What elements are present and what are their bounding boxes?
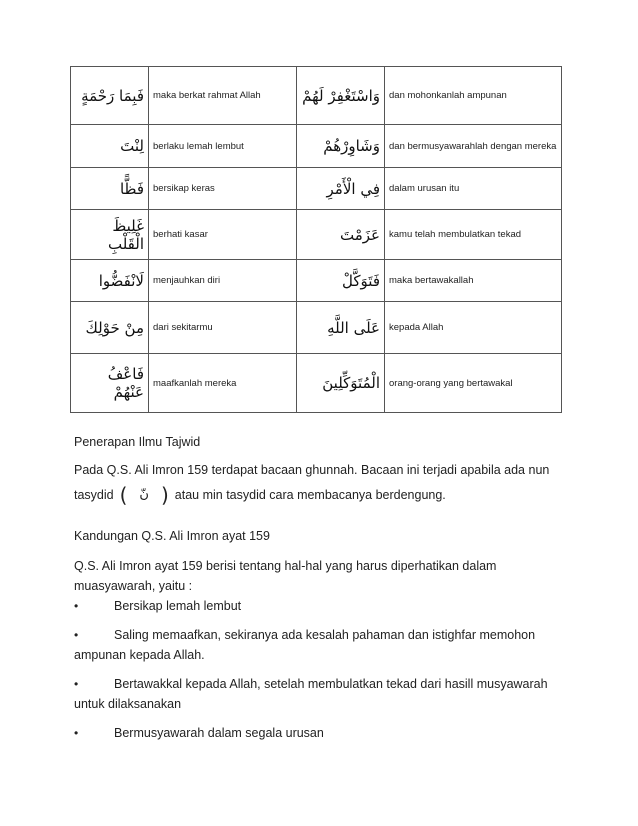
table-row <box>71 168 562 210</box>
arabic-word: لِنْتَ <box>71 125 149 168</box>
arabic-word: عَلَى اللَّهِ <box>297 302 385 354</box>
arabic-word: الْمُتَوَكِّلِينَ <box>297 354 385 413</box>
word-meaning: bersikap keras <box>149 168 297 210</box>
word-meaning: maafkanlah mereka <box>149 354 297 413</box>
arabic-word: وَشَاوِرْهُمْ <box>297 125 385 168</box>
tajwid-paragraph <box>74 460 554 505</box>
table-row <box>71 210 562 260</box>
bullet-icon: • <box>74 677 79 691</box>
kandungan-points <box>74 596 554 743</box>
tajwid-line-2-end: atau min tasydid cara membacanya berdengung. <box>174 488 446 502</box>
arabic-word: وَاسْتَغْفِرْ لَهُمْ <box>297 67 385 125</box>
arabic-word: فَاعْفُ عَنْهُمْ <box>71 354 149 413</box>
word-meaning: dan bermusyawarahlah dengan mereka <box>385 125 562 168</box>
tajwid-line-1: Pada Q.S. Ali Imron 159 terdapat bacaan ghunnah. Bacaan ini terjadi apabila ada nun <box>74 463 550 477</box>
point-text: Bertawakkal kepada Allah, setelah membulatkan tekad dari hasill musyawarah untuk dilaksanakan <box>74 677 548 711</box>
word-meaning: maka bertawakallah <box>385 260 562 302</box>
arabic-word: غَلِيظَ الْقَلْبِ <box>71 210 149 260</box>
table-row <box>71 354 562 413</box>
bullet-icon: • <box>74 628 79 642</box>
kandungan-heading: Kandungan Q.S. Ali Imron ayat 159 <box>74 529 270 543</box>
arabic-word: مِنْ حَوْلِكَ <box>71 302 149 354</box>
arabic-word: لَانْفَضُّوا <box>71 260 149 302</box>
word-meaning: kepada Allah <box>385 302 562 354</box>
point-text: Bersikap lemah lembut <box>114 599 242 613</box>
word-meaning: orang-orang yang bertawakal <box>385 354 562 413</box>
word-meaning: kamu telah membulatkan tekad <box>385 210 562 260</box>
word-meaning: berhati kasar <box>149 210 297 260</box>
list-item <box>74 674 554 714</box>
table-row <box>71 302 562 354</box>
arabic-word: فَبِمَا رَحْمَةٍ <box>71 67 149 125</box>
vocabulary-table <box>70 66 562 413</box>
arabic-word: فَتَوَكَّلْ <box>297 260 385 302</box>
list-item <box>74 723 554 743</box>
list-item <box>74 596 554 616</box>
word-meaning: menjauhkan diri <box>149 260 297 302</box>
table-row <box>71 125 562 168</box>
nun-tasydid-glyph: نّ <box>139 487 149 502</box>
table-row <box>71 67 562 125</box>
point-text: Saling memaafkan, sekiranya ada kesalah pahaman dan istighfar memohon ampunan kepada Allah. <box>74 628 536 662</box>
arabic-word: عَزَمْتَ <box>297 210 385 260</box>
tajwid-line-2-start: tasydid <box>74 488 114 502</box>
word-meaning: maka berkat rahmat Allah <box>149 67 297 125</box>
close-paren: ) <box>160 483 169 507</box>
bullet-icon: • <box>74 599 79 613</box>
word-meaning: dari sekitarmu <box>149 302 297 354</box>
word-meaning: dalam urusan itu <box>385 168 562 210</box>
word-meaning: berlaku lemah lembut <box>149 125 297 168</box>
point-text: Bermusyawarah dalam segala urusan <box>114 726 324 740</box>
open-paren: ( <box>119 483 128 507</box>
kandungan-intro: Q.S. Ali Imron ayat 159 berisi tentang hal-hal yang harus diperhatikan dalam muasyawarah, yaitu : <box>74 559 497 593</box>
arabic-word: فِي الْأَمْرِ <box>297 168 385 210</box>
tajwid-heading: Penerapan Ilmu Tajwid <box>74 435 201 449</box>
tajwid-line-2 <box>74 485 554 505</box>
arabic-word: فَظًّا <box>71 168 149 210</box>
table-row <box>71 260 562 302</box>
list-item <box>74 625 554 665</box>
word-meaning: dan mohonkanlah ampunan <box>385 67 562 125</box>
bullet-icon: • <box>74 726 79 740</box>
